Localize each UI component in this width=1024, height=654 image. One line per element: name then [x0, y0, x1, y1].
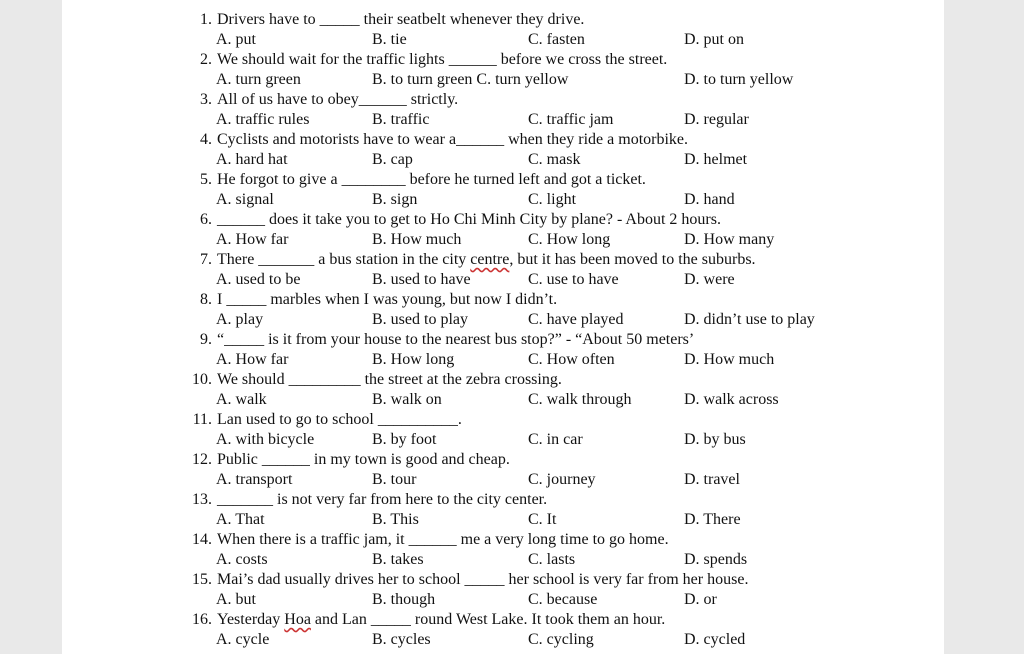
question-stem-part: Yesterday: [217, 611, 285, 628]
answer-option-a: A. play: [216, 311, 264, 328]
answer-option-c: C. walk through: [528, 391, 632, 408]
answer-option-c: C. mask: [528, 151, 581, 168]
answer-option-b: B. How long: [372, 351, 455, 368]
answer-option-d: D. didn’t use to play: [684, 311, 815, 328]
question-stem: _______ is not very far from here to the city center.: [217, 491, 548, 508]
answer-option-b: B. takes: [372, 551, 424, 568]
question-number: 5.: [200, 171, 212, 188]
answer-option-d: D. There: [684, 511, 741, 528]
question-stem: We should wait for the traffic lights ______ before we cross the street.: [217, 51, 668, 68]
question-item: [62, 90, 944, 130]
answer-option-a: A. signal: [216, 191, 274, 208]
spellcheck-underlined-word: Hoa: [284, 611, 311, 628]
question-item: [62, 50, 944, 90]
question-item: [62, 170, 944, 210]
question-number: 11.: [192, 411, 212, 428]
question-item: [62, 410, 944, 450]
question-stem: Drivers have to _____ their seatbelt whenever they drive.: [217, 11, 585, 28]
question-item: [62, 450, 944, 490]
answer-option-a: A. turn green: [216, 71, 301, 88]
question-number: 4.: [200, 131, 212, 148]
question-stem: ______ does it take you to get to Ho Chi Minh City by plane? - About 2 hours.: [217, 211, 721, 228]
question-stem: Lan used to go to school __________.: [217, 411, 462, 428]
question-stem-part: and Lan _____ round West Lake. It took them an hour.: [310, 611, 666, 628]
answer-option-b: B. tie: [372, 31, 407, 48]
question-stem: “_____ is it from your house to the nearest bus stop?” - “About 50 meters’: [217, 331, 695, 348]
document-page: [62, 0, 944, 654]
answer-option-b: B. tour: [372, 471, 417, 488]
answer-option-d: D. spends: [684, 551, 748, 568]
answer-option-d: D. How many: [684, 231, 775, 248]
question-item: [62, 570, 944, 610]
answer-option-b: B. How much: [372, 231, 462, 248]
question-item: [62, 290, 944, 330]
answer-option-d: D. How much: [684, 351, 775, 368]
question-number: 13.: [192, 491, 212, 508]
question-stem: [217, 250, 756, 270]
answer-option-d: D. regular: [684, 111, 749, 128]
answer-option-c: C. use to have: [528, 271, 619, 288]
answer-option-c: C. have played: [528, 311, 624, 328]
question-number: 16.: [192, 611, 212, 628]
question-item: [62, 210, 944, 250]
answer-option-a: A. but: [216, 591, 256, 608]
answer-option-a: A. transport: [216, 471, 293, 488]
question-number: 12.: [192, 451, 212, 468]
question-stem: All of us have to obey______ strictly.: [217, 91, 459, 108]
answer-option-a: A. traffic rules: [216, 111, 310, 128]
answer-option-d: D. put on: [684, 31, 744, 48]
answer-option-b: B. sign: [372, 191, 418, 208]
question-number: 6.: [200, 211, 212, 228]
answer-option-a: A. with bicycle: [216, 431, 315, 448]
answer-option-a: A. How far: [216, 231, 289, 248]
question-number: 2.: [200, 51, 212, 68]
answer-option-b: B. This: [372, 511, 419, 528]
question-stem: Cyclists and motorists have to wear a______ when they ride a motorbike.: [217, 131, 689, 148]
answer-option-b: B. to turn green C. turn yellow: [372, 71, 569, 88]
question-number: 3.: [200, 91, 212, 108]
question-item: [62, 130, 944, 170]
answer-option-c: C. How often: [528, 351, 615, 368]
answer-option-b: B. used to have: [372, 271, 471, 288]
question-number: 7.: [200, 251, 212, 268]
spellcheck-underlined-word: centre: [470, 251, 510, 268]
answer-option-d: D. or: [684, 591, 717, 608]
question-stem: We should _________ the street at the zebra crossing.: [217, 371, 562, 388]
answer-option-c: C. because: [528, 591, 598, 608]
question-stem-part: , but it has been moved to the suburbs.: [509, 251, 756, 268]
answer-option-c: C. fasten: [528, 31, 585, 48]
question-number: 8.: [200, 291, 212, 308]
answer-option-a: A. used to be: [216, 271, 301, 288]
answer-option-a: A. put: [216, 31, 256, 48]
answer-option-c: C. lasts: [528, 551, 576, 568]
answer-option-c: C. It: [528, 511, 557, 528]
answer-option-a: A. How far: [216, 351, 289, 368]
question-stem-part: There _______ a bus station in the city: [217, 251, 471, 268]
answer-option-d: D. were: [684, 271, 735, 288]
question-stem: Mai’s dad usually drives her to school _____ her school is very far from her house.: [217, 571, 749, 588]
question-item: [62, 490, 944, 530]
question-stem: He forgot to give a ________ before he turned left and got a ticket.: [217, 171, 646, 188]
question-item: [62, 10, 944, 50]
answer-option-b: B. traffic: [372, 111, 430, 128]
answer-option-b: B. cycles: [372, 631, 431, 648]
question-number: 15.: [192, 571, 212, 588]
answer-option-d: D. to turn yellow: [684, 71, 794, 88]
question-number: 9.: [200, 331, 212, 348]
answer-option-a: A. costs: [216, 551, 268, 568]
answer-option-a: A. That: [216, 511, 265, 528]
question-item: [62, 530, 944, 570]
answer-option-d: D. hand: [684, 191, 735, 208]
question-number: 10.: [192, 371, 212, 388]
answer-option-b: B. though: [372, 591, 436, 608]
answer-option-c: C. light: [528, 191, 577, 208]
question-number: 14.: [192, 531, 212, 548]
answer-option-d: D. helmet: [684, 151, 748, 168]
answer-option-c: C. cycling: [528, 631, 594, 648]
question-item: [62, 250, 944, 290]
answer-option-d: D. walk across: [684, 391, 779, 408]
answer-option-b: B. by foot: [372, 431, 437, 448]
question-stem: Public ______ in my town is good and cheap.: [217, 451, 510, 468]
answer-option-b: B. cap: [372, 151, 413, 168]
answer-option-d: D. cycled: [684, 631, 746, 648]
answer-option-c: C. journey: [528, 471, 596, 488]
answer-option-a: A. hard hat: [216, 151, 288, 168]
answer-option-b: B. walk on: [372, 391, 442, 408]
answer-option-c: C. traffic jam: [528, 111, 614, 128]
answer-option-b: B. used to play: [372, 311, 468, 328]
question-item: [62, 330, 944, 370]
question-item: [62, 370, 944, 410]
answer-option-c: C. in car: [528, 431, 583, 448]
question-stem: [217, 610, 665, 630]
answer-option-d: D. by bus: [684, 431, 746, 448]
question-stem: When there is a traffic jam, it ______ me a very long time to go home.: [217, 531, 669, 548]
answer-option-d: D. travel: [684, 471, 740, 488]
answer-option-a: A. cycle: [216, 631, 270, 648]
question-stem: I _____ marbles when I was young, but now I didn’t.: [217, 291, 558, 308]
question-item: [62, 610, 944, 650]
answer-option-c: C. How long: [528, 231, 611, 248]
question-number: 1.: [200, 11, 212, 28]
answer-option-a: A. walk: [216, 391, 267, 408]
